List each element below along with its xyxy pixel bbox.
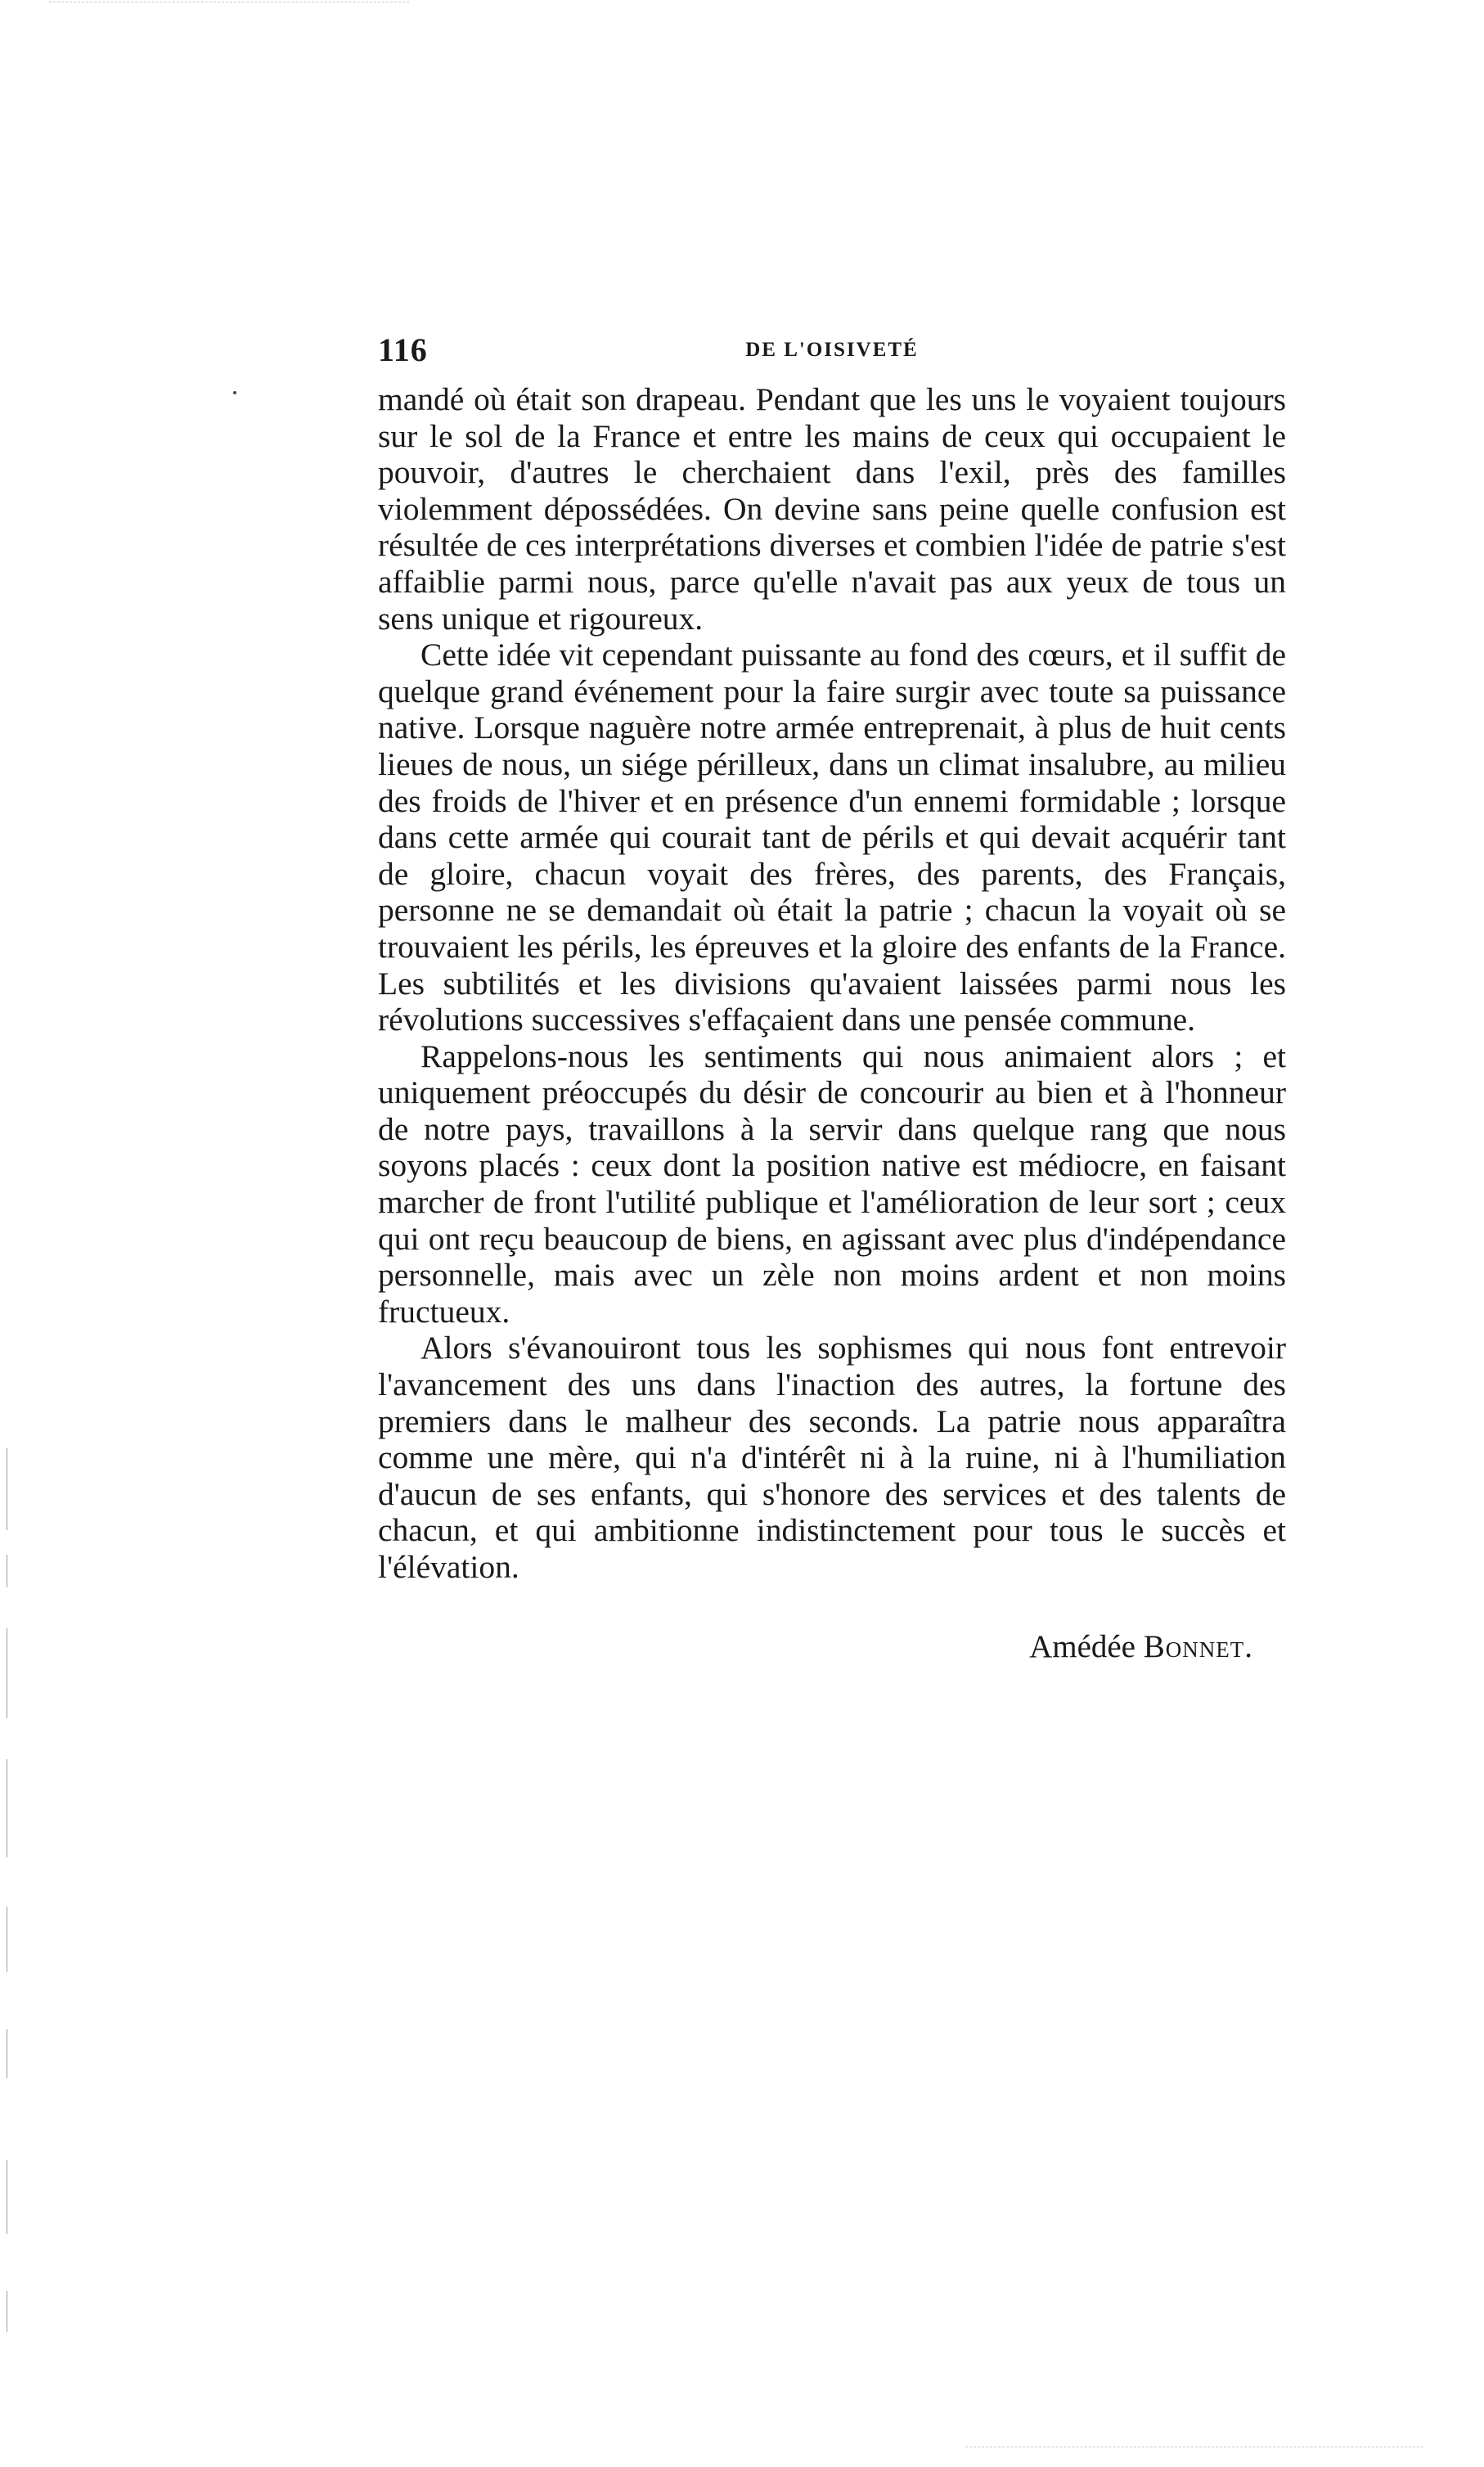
- paragraph-3: Rappelons-nous les sentiments qui nous animaient alors ; et uniquement préoccupés du désir de concourir au bien et à l'honneur de notre pays, travaillons à la servir dans quelque rang que nous soyons placés : ceux dont la position native est médiocre, en faisant marcher de front l'utilité publique et l'amélioration de leur sort ; ceux qui ont reçu beaucoup de biens, en agissant avec plus d'indépendance personnelle, mais avec un zèle non moins ardent et non moins fructueux.: [378, 1038, 1286, 1330]
- paragraph-2: Cette idée vit cependant puissante au fond des cœurs, et il suffit de quelque grand événement pour la faire surgir avec toute sa puissance native. Lorsque naguère notre armée entreprenait, à plus de huit cents lieues de nous, un siége périlleux, dans un climat insalubre, au milieu des froids de l'hiver et en présence d'un ennemi formidable ; lorsque dans cette armée qui courait tant de périls et qui devait acquérir tant de gloire, chacun voyait des frères, des parents, des Français, personne ne se demandait où était la patrie ; chacun la voyait où se trouvaient les périls, les épreuves et la gloire des enfants de la France. Les subtilités et les divisions qu'avaient laissées parmi nous les révolutions successives s'effaçaient dans une pensée commune.: [378, 637, 1286, 1038]
- paragraph-4: Alors s'évanouiront tous les sophismes qui nous font entrevoir l'avancement des uns dans l'inaction des autres, la fortune des premiers dans le malheur des seconds. La patrie nous apparaîtra comme une mère, qui n'a d'intérêt ni à la ruine, ni à l'humiliation d'aucun de ses enfants, qui s'honore des services et des talents de chacun, et qui ambitionne indistinctement pour tous le succès et l'élévation.: [378, 1330, 1286, 1585]
- running-title: DE L'OISIVETÉ: [745, 339, 919, 361]
- author-signature: [378, 1628, 1286, 1665]
- running-header: [378, 331, 1286, 376]
- author-last-name: Bonnet.: [1143, 1628, 1253, 1664]
- ink-speck: [233, 391, 236, 394]
- author-first-name: Amédée: [1029, 1628, 1135, 1664]
- paragraph-1: mandé où était son drapeau. Pendant que les uns le voyaient toujours sur le sol de la France et entre les mains de ceux qui occupaient le pouvoir, d'autres le cherchaient dans l'exil, près des familles violemment dépossédées. On devine sans peine quelle confusion est résultée de ces interprétations diverses et combien l'idée de patrie s'est affaiblie parmi nous, parce qu'elle n'avait pas aux yeux de tous un sens unique et rigoureux.: [378, 381, 1286, 637]
- book-page: [378, 331, 1286, 1665]
- page-number: 116: [378, 331, 428, 368]
- body-text: [378, 381, 1286, 1586]
